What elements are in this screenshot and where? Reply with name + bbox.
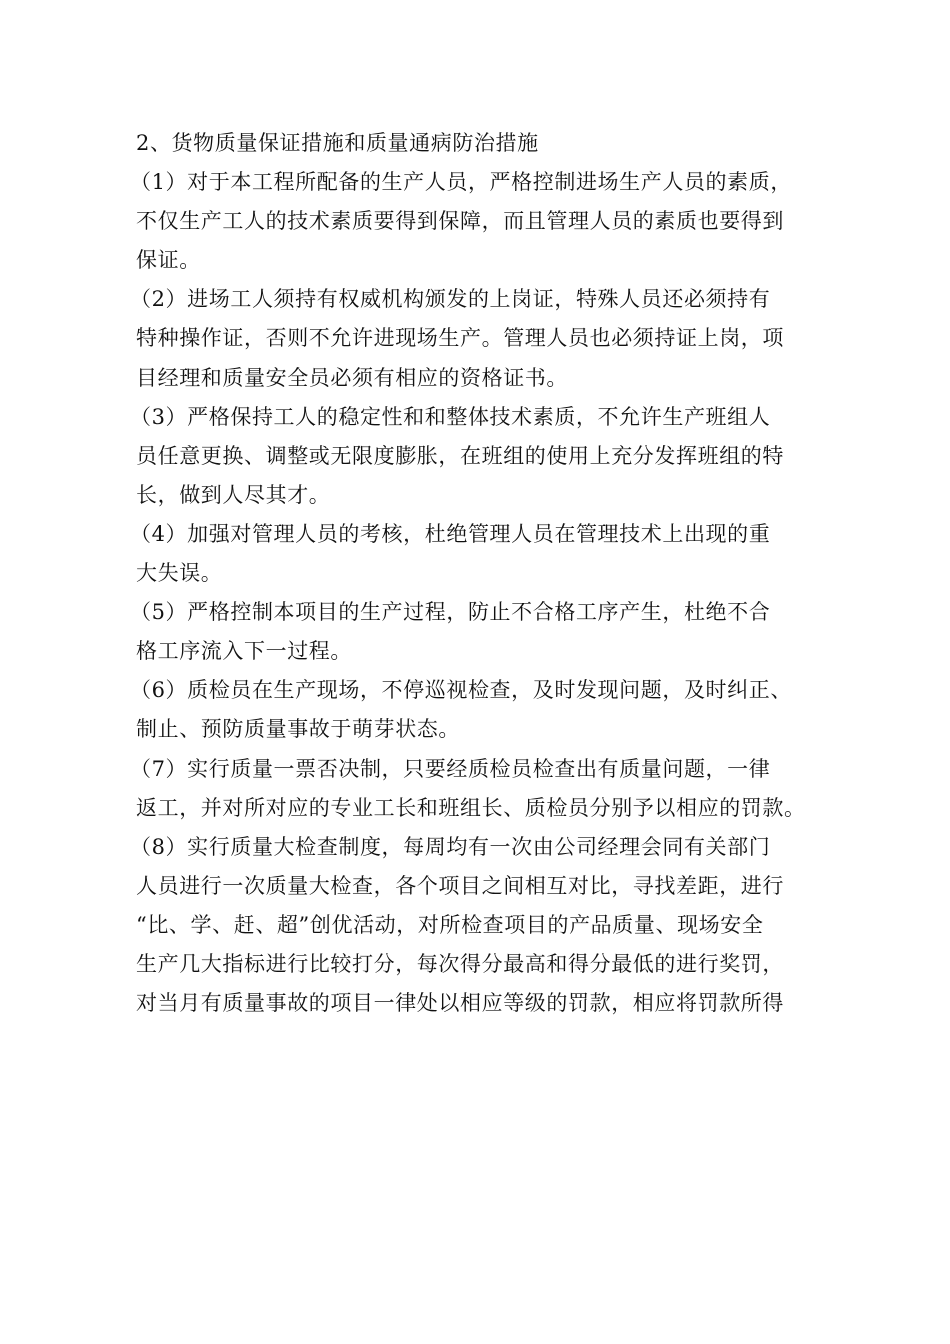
text-line: 保证。: [136, 248, 201, 273]
text-line: 特种操作证，否则不允许进现场生产。管理人员也必须持证上岗，项: [136, 326, 784, 351]
text-line: 人员进行一次质量大检查，各个项目之间相互对比，寻找差距，进行: [136, 873, 784, 898]
text-line: （4）加强对管理人员的考核，杜绝管理人员在管理技术上出现的重: [130, 521, 771, 546]
text-line: 生产几大指标进行比较打分，每次得分最高和得分最低的进行奖罚，: [136, 951, 784, 976]
text-line: “比、学、赶、超”创优活动，对所检查项目的产品质量、现场安全: [136, 912, 764, 937]
text-line: （8）实行质量大检查制度，每周均有一次由公司经理会同有关部门: [130, 834, 771, 859]
text-line: （5）严格控制本项目的生产过程，防止不合格工序产生，杜绝不合: [130, 600, 771, 625]
text-line: 大失误。: [136, 561, 223, 586]
text-line: 返工，并对所对应的专业工长和班组长、质检员分别予以相应的罚款。: [136, 795, 806, 820]
text-line: 长，做到人尽其才。: [136, 482, 331, 507]
text-line: （3）严格保持工人的稳定性和和整体技术素质，不允许生产班组人: [130, 404, 771, 429]
text-line: （2）进场工人须持有权威机构颁发的上岗证，特殊人员还必须持有: [130, 287, 771, 312]
document-body: [130, 124, 826, 1023]
text-line: 员任意更换、调整或无限度膨胀，在班组的使用上充分发挥班组的特: [136, 443, 784, 468]
text-line: （7）实行质量一票否决制，只要经质检员检查出有质量问题，一律: [130, 756, 771, 781]
text-line: 制止、预防质量事故于萌芽状态。: [136, 717, 460, 742]
text-line: （6）质检员在生产现场，不停巡视检查，及时发现问题，及时纠正、: [130, 678, 792, 703]
text-line: 不仅生产工人的技术素质要得到保障，而且管理人员的素质也要得到: [136, 209, 784, 234]
text-line: 对当月有质量事故的项目一律处以相应等级的罚款，相应将罚款所得: [136, 991, 784, 1016]
text-line: 目经理和质量安全员必须有相应的资格证书。: [136, 365, 568, 390]
text-line: （1）对于本工程所配备的生产人员，严格控制进场生产人员的素质，: [130, 170, 792, 195]
text-line: 格工序流入下一过程。: [136, 639, 352, 664]
section-heading: 2、货物质量保证措施和质量通病防治措施: [136, 131, 539, 155]
